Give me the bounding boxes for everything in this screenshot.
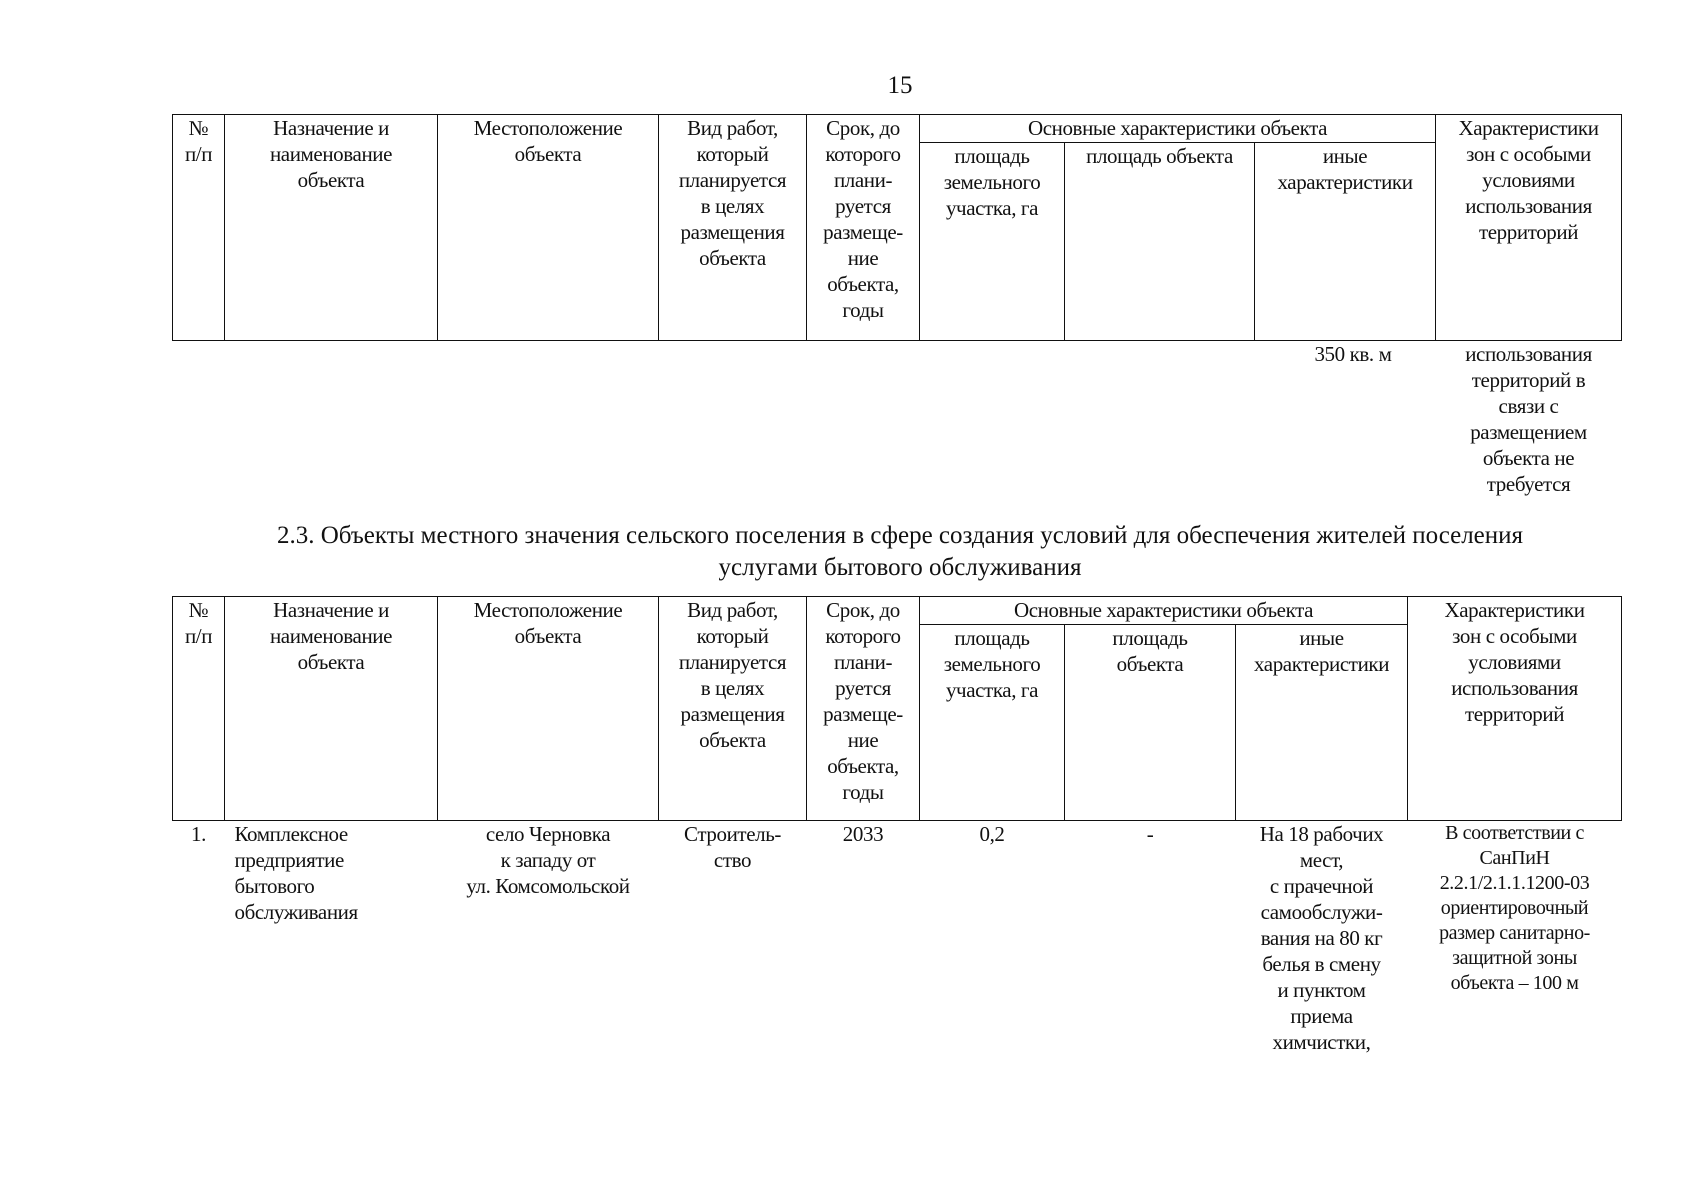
cell-zones: В соответствии с СанПиН 2.2.1/2.1.1.1200-03 ориентировочный размер санитарно- защитной зоны объекта – 100 м	[1439, 822, 1590, 994]
table-row	[173, 341, 1622, 498]
header-object-area: площадь объекта	[1065, 143, 1255, 341]
header-purpose: Назначение и наименование объекта	[225, 115, 438, 341]
header-deadline: Срок, до которого плани- руется размеще- ние объекта, годы	[807, 597, 920, 821]
objects-table-continued	[172, 114, 1622, 497]
header-num: № п/п	[173, 597, 225, 821]
header-other-characteristics: иные характеристики	[1255, 143, 1436, 341]
header-object-area: площадь объекта	[1065, 625, 1236, 821]
header-land-area: площадь земельного участка, га	[920, 625, 1065, 821]
table-row	[173, 821, 1622, 1056]
header-other-characteristics: иные характеристики	[1236, 625, 1408, 821]
section-title: 2.3. Объекты местного значения сельского поселения в сфере создания условий для обеспечения жителей поселения услугами бытового обслуживания	[276, 522, 1524, 581]
header-location: Местоположение объекта	[438, 597, 659, 821]
objects-table	[172, 596, 1622, 1055]
cell-object-area: -	[1146, 822, 1154, 846]
header-purpose: Назначение и наименование объекта	[225, 597, 438, 821]
cell-land-area: 0,2	[979, 822, 1005, 846]
header-main-characteristics: Основные характеристики объекта	[920, 597, 1408, 625]
header-location: Местоположение объекта	[438, 115, 659, 341]
cell-deadline: 2033	[842, 822, 884, 846]
cell-work-type: Строитель- ство	[684, 822, 781, 872]
header-land-area: площадь земельного участка, га	[920, 143, 1065, 341]
cell-location: село Черновка к западу от ул. Комсомольской	[466, 822, 630, 898]
header-zones: Характеристики зон с особыми условиями использования территорий	[1436, 115, 1622, 341]
header-main-characteristics: Основные характеристики объекта	[920, 115, 1436, 143]
header-zones: Характеристики зон с особыми условиями использования территорий	[1408, 597, 1622, 821]
header-work-type: Вид работ, который планируется в целях размещения объекта	[659, 597, 807, 821]
header-deadline: Срок, до которого плани- руется размеще- ние объекта, годы	[807, 115, 920, 341]
cell-purpose: Комплексное предприятие бытового обслуживания	[234, 822, 358, 924]
header-num: № п/п	[173, 115, 225, 341]
cell-num: 1.	[191, 822, 206, 846]
cell-other: 350 кв. м	[1314, 342, 1392, 366]
page-number: 15	[887, 72, 913, 99]
header-work-type: Вид работ, который планируется в целях размещения объекта	[659, 115, 807, 341]
cell-other: На 18 рабочих мест, с прачечной самообслужи- вания на 80 кг белья в смену и пунктом приема химчистки,	[1259, 822, 1384, 1054]
cell-zones: использования территорий в связи с размещением объекта не требуется	[1465, 342, 1592, 496]
